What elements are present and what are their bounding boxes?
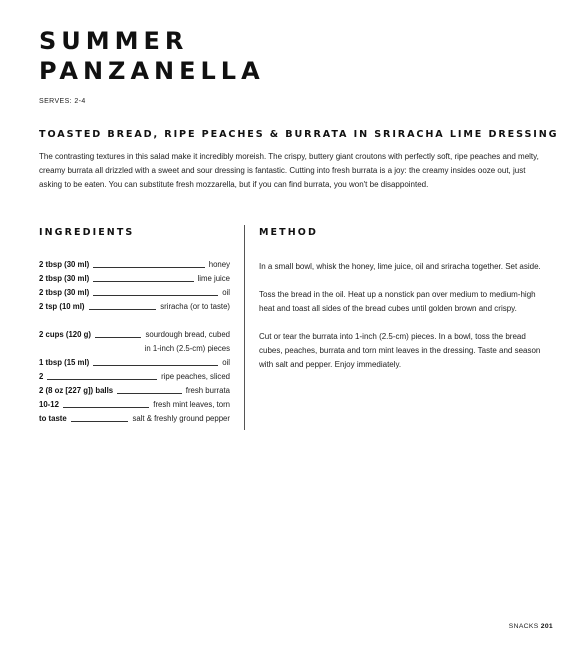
ingredient-rule bbox=[93, 281, 193, 282]
ingredient-name: sourdough bread, cubed bbox=[145, 330, 230, 339]
ingredient-amount: 2 cups (120 g) bbox=[39, 330, 91, 339]
ingredient-amount: 2 tbsp (30 ml) bbox=[39, 288, 90, 297]
ingredient-amount: 2 (8 oz [227 g]) balls bbox=[39, 386, 114, 395]
ingredient-name: fresh burrata bbox=[185, 386, 230, 395]
ingredient-row bbox=[39, 286, 230, 300]
ingredient-amount: 2 tbsp (30 ml) bbox=[39, 260, 90, 269]
ingredient-row bbox=[39, 300, 230, 314]
method-step: In a small bowl, whisk the honey, lime juice, oil and sriracha together. Set aside. bbox=[259, 262, 541, 271]
ingredient-rule bbox=[71, 421, 129, 422]
ingredient-rule bbox=[93, 295, 218, 296]
page-number: 201 bbox=[540, 623, 553, 630]
ingredient-rule bbox=[93, 365, 218, 366]
ingredient-row bbox=[39, 412, 230, 426]
ingredient-amount: 1 tbsp (15 ml) bbox=[39, 358, 90, 367]
ingredient-name: sriracha (or to taste) bbox=[160, 302, 230, 311]
column-divider bbox=[244, 225, 245, 430]
footer-section: SNACKS bbox=[508, 623, 539, 630]
ingredient-name: fresh mint leaves, torn bbox=[153, 400, 230, 409]
method-heading: METHOD bbox=[259, 227, 318, 238]
ingredient-amount: 10-12 bbox=[39, 400, 59, 409]
ingredient-row bbox=[39, 398, 230, 412]
ingredient-name: lime juice bbox=[197, 274, 230, 283]
recipe-title bbox=[39, 26, 265, 86]
ingredient-name-continued: in 1-inch (2.5-cm) pieces bbox=[144, 344, 230, 353]
ingredient-name: ripe peaches, sliced bbox=[161, 372, 230, 381]
serves-label: SERVES: 2-4 bbox=[39, 98, 86, 105]
ingredient-name: oil bbox=[222, 358, 230, 367]
method-step: Toss the bread in the oil. Heat up a nonstick pan over medium to medium-high heat and toast all sides of the bread cubes until golden brown and crispy. bbox=[259, 290, 536, 313]
ingredient-rule bbox=[89, 309, 157, 310]
ingredient-row bbox=[39, 272, 230, 286]
ingredient-rule bbox=[47, 379, 157, 380]
ingredient-rule bbox=[117, 393, 182, 394]
recipe-title-line-2: PANZANELLA bbox=[39, 57, 265, 85]
method-steps bbox=[259, 260, 551, 386]
ingredient-rule bbox=[93, 267, 204, 268]
ingredient-amount: to taste bbox=[39, 414, 67, 423]
ingredient-rule bbox=[63, 407, 149, 408]
intro-paragraph: The contrasting textures in this salad make it incredibly moreish. The crispy, buttery giant croutons with perfectly soft, ripe peaches and melty, creamy burrata all drizzled with a sweet and sour dressing is fantastic. Cutting into fresh burrata is a joy: the creamy insides ooze out, just asking to be eaten. You can substitute fresh mozzarella, but if you can find burrata, you won't be disappointed. bbox=[39, 152, 539, 189]
ingredient-row bbox=[39, 370, 230, 384]
ingredient-row bbox=[39, 328, 230, 342]
ingredient-amount: 2 tsp (10 ml) bbox=[39, 302, 85, 311]
method-step: Cut or tear the burrata into 1-inch (2.5-cm) pieces. In a bowl, toss the bread cubes, peaches, burrata and torn mint leaves in the dressing. Taste and season with salt and pepper. Enjoy immediately. bbox=[259, 332, 541, 369]
ingredient-name: honey bbox=[208, 260, 230, 269]
ingredient-row bbox=[39, 356, 230, 370]
ingredient-name: salt & freshly ground pepper bbox=[132, 414, 230, 423]
ingredient-rule bbox=[95, 337, 141, 338]
page-footer bbox=[509, 623, 553, 630]
recipe-title-line-1: SUMMER bbox=[39, 27, 189, 55]
ingredient-amount: 2 bbox=[39, 372, 44, 381]
ingredients-list bbox=[39, 258, 230, 426]
ingredient-row bbox=[39, 258, 230, 272]
ingredients-heading: INGREDIENTS bbox=[39, 227, 135, 238]
ingredient-row bbox=[39, 384, 230, 398]
ingredient-name: oil bbox=[222, 288, 230, 297]
recipe-subtitle: TOASTED BREAD, RIPE PEACHES & BURRATA IN SRIRACHA LIME DRESSING bbox=[39, 129, 559, 140]
ingredient-amount: 2 tbsp (30 ml) bbox=[39, 274, 90, 283]
